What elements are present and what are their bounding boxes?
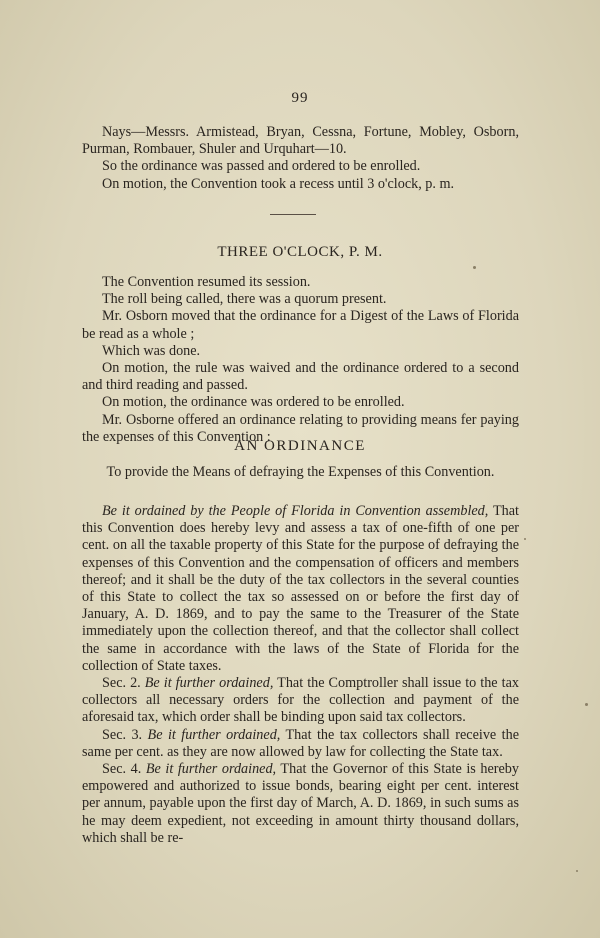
section-heading: THREE O'CLOCK, P. M.	[217, 244, 383, 260]
ordinance-section	[82, 675, 519, 727]
nays-paragraph: Nays—Messrs. Armistead, Bryan, Cessna, Fortune, Mobley, Osborn, Purman, Rombauer, Shuler and Urquhart—10.	[82, 124, 519, 158]
paragraph: On motion, the rule was waived and the ordinance ordered to a second and third reading and passed.	[82, 360, 519, 394]
section-text: That this Convention does hereby levy and assess a tax of one-fifth of one per cent. on all the taxable property of this State for the purpose of defraying the expenses of this Convention and the compensation of officers and members thereof; and it shall be the duty of the tax collectors in the several counties of this State to collect the tax so assessed on or before the first day of January, A. D. 1869, and to pay the same to the Treasurer of the State immediately upon the collection thereof, and that the collector shall collect the same in accordance with the laws of the State of Florida for the collection of State taxes.	[82, 503, 519, 674]
section-number: Sec. 2.	[102, 675, 145, 692]
ordinance-section	[82, 727, 519, 761]
ordinance-section	[82, 503, 519, 675]
ordinance-body	[82, 503, 519, 847]
paper-speck	[473, 266, 476, 269]
paragraph: The Convention resumed its session.	[102, 274, 311, 290]
ordinance-subtitle: To provide the Means of defraying the Expenses of this Convention.	[106, 464, 495, 480]
enacting-clause: Be it ordained by the People of Florida in Convention assembled,	[102, 503, 489, 519]
section-text: That the Comptroller shall issue to the tax collectors all necessary orders for the collection and payment of the aforesaid tax, which order shall be binding upon said tax collectors.	[82, 675, 519, 726]
page-number: 99	[291, 90, 309, 106]
paragraph: Mr. Osborne offered an ordinance relating to providing means fer paying the expenses of this Convention :	[82, 411, 519, 445]
section-text: That the Governor of this State is hereby empowered and authorized to issue bonds, bearing eight per cent. interest per annum, payable upon the first day of March, A. D. 1869, in such sums as he may deem expedient, not exceeding in amount thirty thousand dollars, which shall be re-	[82, 761, 519, 846]
paragraph: On motion, the ordinance was ordered to be enrolled.	[102, 394, 405, 411]
section-divider	[270, 214, 316, 215]
enacting-clause: Be it further ordained,	[145, 761, 277, 778]
paragraph: The roll being called, there was a quorum present.	[102, 291, 387, 308]
paragraph: Mr. Osborn moved that the ordinance for a Digest of the Laws of Florida be read as a whole ;	[82, 308, 519, 342]
enacting-clause: Be it further ordained,	[147, 726, 281, 743]
paragraph: Which was done.	[102, 342, 201, 359]
recess-paragraph: On motion, the Convention took a recess until 3 o'clock, p. m.	[102, 175, 455, 192]
ordinance-section	[82, 761, 519, 847]
ordinance-passed-paragraph: So the ordinance was passed and ordered to be enrolled.	[102, 158, 421, 175]
top-section	[82, 124, 519, 193]
paper-speck	[576, 870, 578, 872]
section-text: That the tax collectors shall receive the same per cent. as they are now allowed by law for collecting the State tax.	[82, 726, 519, 760]
section-number: Sec. 3.	[102, 726, 148, 743]
section-number: Sec. 4.	[102, 761, 146, 778]
ordinance-title: AN ORDINANCE	[234, 438, 366, 454]
enacting-clause: Be it further ordained,	[144, 675, 274, 692]
afternoon-section	[82, 274, 519, 446]
paper-speck	[585, 703, 588, 706]
paper-speck	[524, 538, 526, 540]
